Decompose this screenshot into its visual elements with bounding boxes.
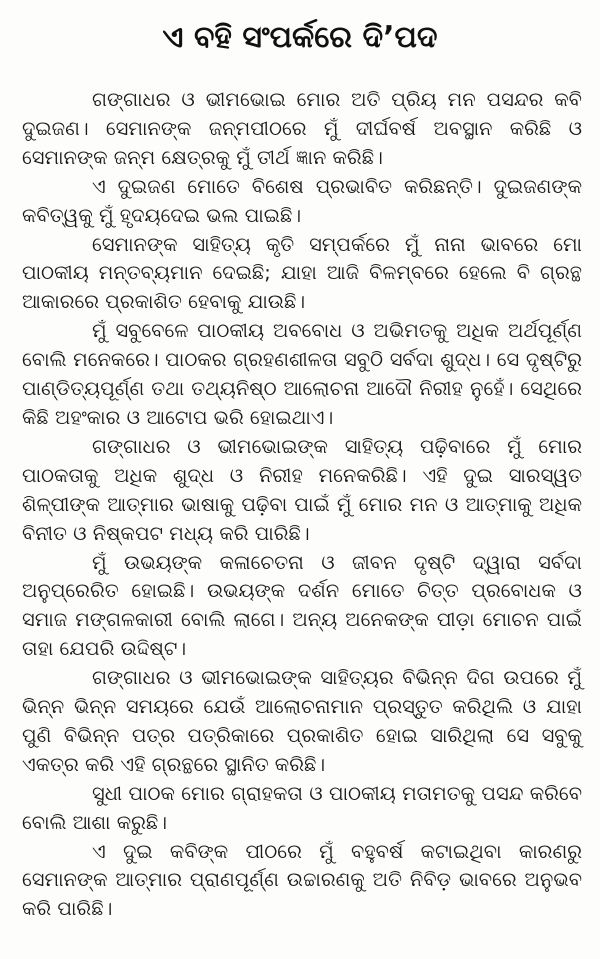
paragraph-3: ସେମାନଙ୍କ ସାହିତ୍ୟ କୃତି ସମ୍ପର୍କରେ ମୁଁ ନାନା ଭାବରେ ମୋ ପାଠକୀୟ ମନ୍ତବ୍ୟମାନ ଦେଇଛି; ଯାହା ଆଜି ବିଳମ୍ବରେ ହେଲେ ବି ଗ୍ରନ୍ଥ ଆକାରରେ ପ୍ରକାଶିତ ହେବାକୁ ଯାଉଛି। xyxy=(22,232,582,314)
paragraph-9: ଏ ଦୁଇ କବିଙ୍କ ପୀଠରେ ମୁଁ ବହୁବର୍ଷ କଟାଇଥିବା କାରଣରୁ ସେମାନଙ୍କ ଆତ୍ମାର ପ୍ରାଣପୂର୍ଣ୍ଣ ଉଚ୍ଚାରଣକୁ ଅତି ନିବିଡ଼ ଭାବରେ ଅନୁଭବ କରି ପାରିଛି। xyxy=(22,839,582,921)
paragraph-7: ଗଙ୍ଗାଧର ଓ ଭୀମଭୋଇଙ୍କ ସାହିତ୍ୟର ବିଭିନ୍ନ ଦିଗ ଉପରେ ମୁଁ ଭିନ୍ନ ଭିନ୍ନ ସମୟରେ ଯେଉଁ ଆଲୋଚନାମାନ ପ୍ରସ୍ତୁତ କରିଥିଲି ଓ ଯାହା ପୁଣି ବିଭିନ୍ନ ପତ୍ର ପତ୍ରିକାରେ ପ୍ରକାଶିତ ହୋଇ ସାରିଥିଲା ସେ ସବୁକୁ ଏକତ୍ର କରି ଏହି ଗ୍ରନ୍ଥରେ ସ୍ଥାନିତ କରିଛି। xyxy=(22,666,582,776)
paragraph-4: ମୁଁ ସବୁବେଳେ ପାଠକୀୟ ଅବବୋଧ ଓ ଅଭିମତକୁ ଅଧିକ ଅର୍ଥପୂର୍ଣ୍ଣ ବୋଲି ମନେକରେ। ପାଠକର ଗ୍ରହଣଶୀଳତା ସବୁଠି ସର୍ବଦା ଶୁଦ୍ଧ। ସେ ଦୃଷ୍ଟିରୁ ପାଣ୍ଡିତ୍ୟପୂର୍ଣ୍ଣ ତଥା ତଥ୍ୟନିଷ୍ଠ ଆଲୋଚନା ଆଦୌ ନିରୀହ ନୁହେଁ। ସେଥିରେ କିଛି ଅହଂକାର ଓ ଆଟୋପ ଭରି ହୋଇଥାଏ। xyxy=(22,319,582,429)
paragraph-5: ଗଙ୍ଗାଧର ଓ ଭୀମଭୋଇଙ୍କ ସାହିତ୍ୟ ପଢ଼ିବାରେ ମୁଁ ମୋର ପାଠକତାକୁ ଅଧିକ ଶୁଦ୍ଧ ଓ ନିରୀହ ମନେକରିଛି। ଏହି ଦୁଇ ସାରସ୍ୱତ ଶିଳ୍ପୀଙ୍କ ଆତ୍ମାର ଭାଷାକୁ ପଢ଼ିବା ପାଇଁ ମୁଁ ମୋର ମନ ଓ ଆତ୍ମାକୁ ଅଧିକ ବିନୀତ ଓ ନିଷ୍କପଟ ମଧ୍ୟ କରି ପାରିଛି। xyxy=(22,434,582,545)
paragraph-2: ଏ ଦୁଇଜଣ ମୋତେ ବିଶେଷ ପ୍ରଭାବିତ କରିଛନ୍ତି। ଦୁଇଜଣଙ୍କ କବିତ୍ୱକୁ ମୁଁ ହୃଦୟଦେଇ ଭଲ ପାଇଛି। xyxy=(22,174,582,227)
paragraph-1: ଗଙ୍ଗାଧର ଓ ଭୀମଭୋଇ ମୋର ଅତି ପ୍ରିୟ ମନ ପସନ୍ଦର କବି ଦୁଇଜଣ। ସେମାନଙ୍କ ଜନ୍ମପୀଠରେ ମୁଁ ଦୀର୍ଘବର୍ଷ ଅବସ୍ଥାନ କରିଛି ଓ ସେମାନଙ୍କ ଜନ୍ମ କ୍ଷେତ୍ରକୁ ମୁଁ ତୀର୍ଥ ଜ୍ଞାନ କରିଛି। xyxy=(22,88,582,169)
preface-body xyxy=(22,86,582,924)
page-title: ଏ ବହି ସଂପର୍କରେ ଦି’ପଦ xyxy=(162,20,438,55)
paragraph-8: ସୁଧୀ ପାଠକ ମୋର ଗ୍ରାହକତା ଓ ପାଠକୀୟ ମତାମତକୁ ପସନ୍ଦ କରିବେ ବୋଲି ଆଶା କରୁଛି। xyxy=(22,781,582,834)
paragraph-6: ମୁଁ ଉଭୟଙ୍କ କଳାଚେତନା ଓ ଜୀବନ ଦୃଷ୍ଟି ଦ୍ୱାରା ସର୍ବଦା ଅନୁପ୍ରେରିତ ହୋଇଛି। ଉଭୟଙ୍କ ଦର୍ଶନ ମୋତେ ଚିତ୍ତ ପ୍ରବୋଧକ ଓ ସମାଜ ମଙ୍ଗଳକାରୀ ବୋଲି ଲାଗେ। ଅନ୍ୟ ଅନେକଙ୍କ ପୀଡ଼ା ମୋଚନ ପାଇଁ ତାହା ଯେପରି ଉଦ୍ଦିଷ୍ଟ। xyxy=(22,550,582,661)
